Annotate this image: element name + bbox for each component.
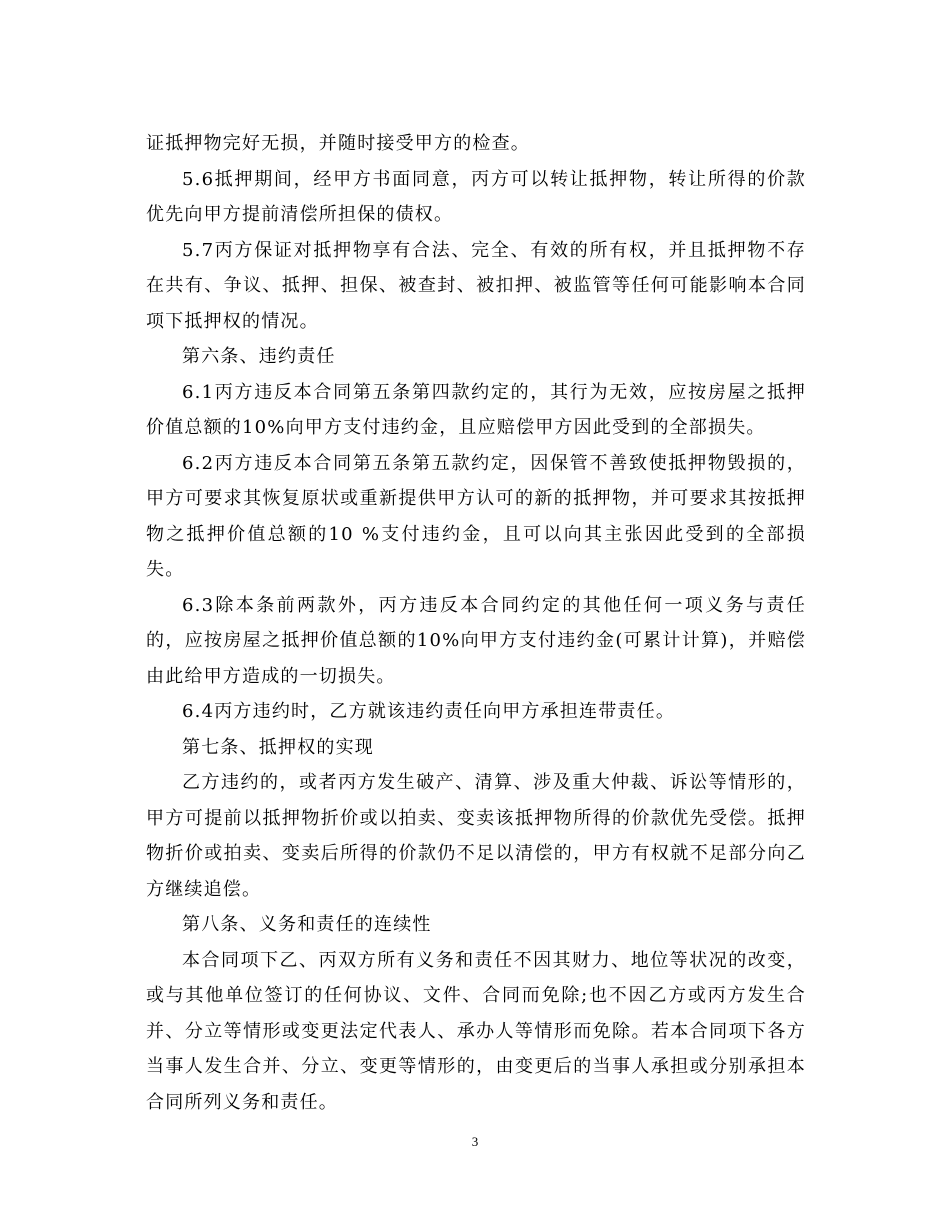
section-heading-article-8: 第八条、义务和责任的连续性 xyxy=(182,914,432,935)
paragraph-6-1: 6.1丙方违反本合同第五条第四款约定的，其行为无效，应按房屋之抵押价值总额的10%向甲方支付违约金，且应赔偿甲方因此受到的全部损失。 xyxy=(146,381,806,438)
section-heading-article-7: 第七条、抵押权的实现 xyxy=(182,736,374,758)
paragraph-5-7: 5.7丙方保证对抵押物享有合法、完全、有效的所有权，并且抵押物不存在共有、争议、抵押、担保、被查封、被扣押、被监管等任何可能影响本合同项下抵押权的情况。 xyxy=(146,239,806,332)
paragraph-6-4: 6.4丙方违约时，乙方就该违约责任向甲方承担连带责任。 xyxy=(182,701,676,722)
document-body xyxy=(146,126,806,1120)
paragraph-article-7-body: 乙方违约的，或者丙方发生破产、清算、涉及重大仲裁、诉讼等情形的，甲方可提前以抵押物折价或以拍卖、变卖该抵押物所得的价款优先受偿。抵押物折价或拍卖、变卖后所得的价款仍不足以清偿的，甲方有权就不足部分向乙方继续追偿。 xyxy=(146,772,806,900)
page-number: 3 xyxy=(471,1134,479,1149)
paragraph-continuation: 证抵押物完好无损，并随时接受甲方的检查。 xyxy=(146,133,530,154)
paragraph-article-8-body: 本合同项下乙、丙双方所有义务和责任不因其财力、地位等状况的改变，或与其他单位签订的任何协议、文件、合同而免除;也不因乙方或丙方发生合并、分立等情形或变更法定代表人、承办人等情形而免除。若本合同项下各方当事人发生合并、分立、变更等情形的，由变更后的当事人承担或分别承担本合同所列义务和责任。 xyxy=(146,949,806,1113)
section-heading-article-6: 第六条、违约责任 xyxy=(182,346,336,367)
paragraph-5-6: 5.6抵押期间，经甲方书面同意，丙方可以转让抵押物，转让所得的价款优先向甲方提前清偿所担保的债权。 xyxy=(146,168,806,225)
paragraph-6-2: 6.2丙方违反本合同第五条第五款约定，因保管不善致使抵押物毁损的，甲方可要求其恢复原状或重新提供甲方认可的新的抵押物，并可要求其按抵押物之抵押价值总额的10 %支付违约金，且可以向其主张因此受到的全部损失。 xyxy=(146,452,806,580)
paragraph-6-3: 6.3除本条前两款外，丙方违反本合同约定的其他任何一项义务与责任的，应按房屋之抵押价值总额的10%向甲方支付违约金(可累计计算)，并赔偿由此给甲方造成的一切损失。 xyxy=(146,594,806,687)
